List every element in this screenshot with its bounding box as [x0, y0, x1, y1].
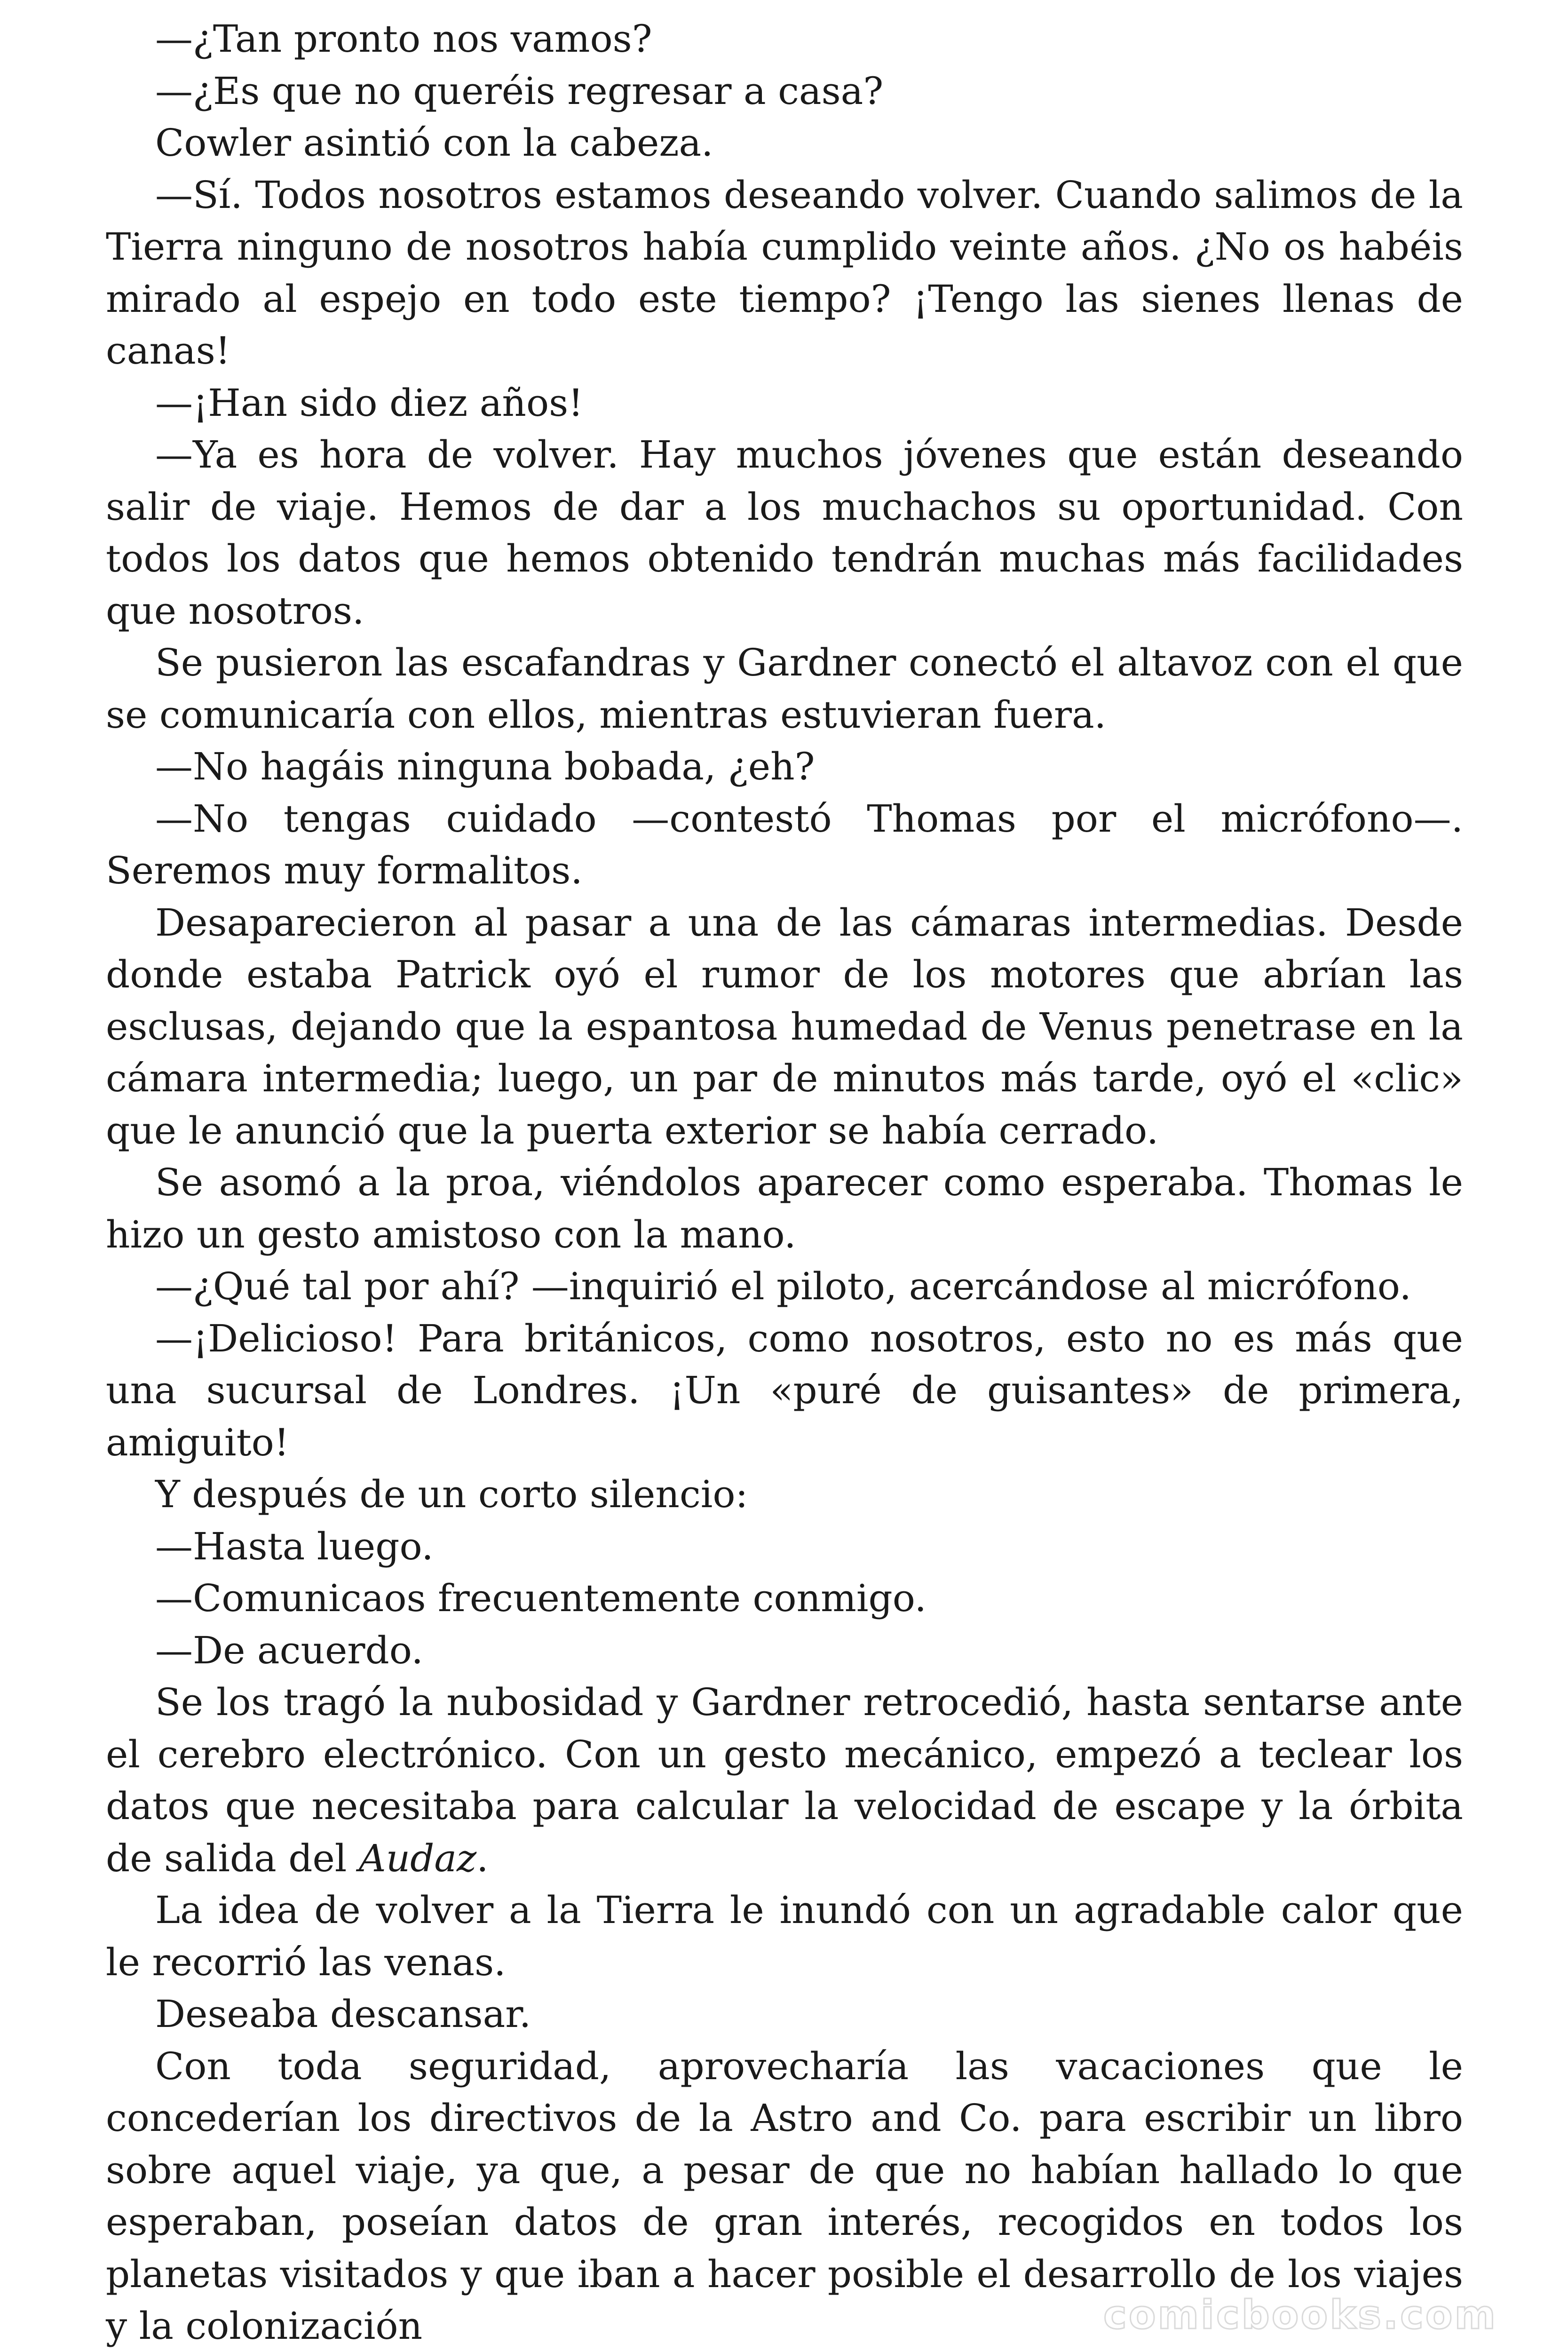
paragraph-text: —Comunicaos frecuentemente conmigo. [155, 1576, 927, 1620]
body-text [106, 13, 1463, 2352]
paragraph-text: Cowler asintió con la cabeza. [155, 121, 713, 165]
paragraph-text: Desaparecieron al pasar a una de las cámaras intermedias. Desde donde estaba Patrick oyó el rumor de los motores que abrían las esclusas, dejando que la espantosa humedad de Venus penetrase en la cámara intermedia; luego, un par de minutos más tarde, oyó el «clic» que le anunció que la puerta exterior se había cerrado. [106, 900, 1463, 1152]
paragraph-text: —Ya es hora de volver. Hay muchos jóvenes que están deseando salir de viaje. Hemos de dar a los muchachos su oportunidad. Con todos los datos que hemos obtenido tendrán muchas más facilidades que nosotros. [106, 433, 1463, 633]
paragraph [106, 377, 1463, 429]
watermark: comicbooks.com [1103, 2292, 1497, 2338]
paragraph [106, 1573, 1463, 1625]
paragraph [106, 429, 1463, 637]
paragraph [106, 13, 1463, 65]
paragraph-text: —No tengas cuidado —contestó Thomas por el micrófono—. Seremos muy formalitos. [106, 796, 1463, 892]
paragraph [106, 793, 1463, 897]
paragraph [106, 1988, 1463, 2041]
paragraph-text: La idea de volver a la Tierra le inundó con un agradable calor que le recorrió las venas. [106, 1888, 1463, 1984]
paragraph-text: —¡Han sido diez años! [155, 381, 584, 425]
paragraph [106, 897, 1463, 1157]
paragraph [106, 1625, 1463, 1677]
paragraph-text: . [476, 1836, 489, 1880]
paragraph-text: —No hagáis ninguna bobada, ¿eh? [155, 745, 815, 788]
paragraph-text: Y después de un corto silencio: [155, 1472, 748, 1516]
paragraph-text: —De acuerdo. [155, 1628, 423, 1672]
paragraph-text: —Hasta luego. [155, 1524, 434, 1568]
paragraph [106, 1469, 1463, 1521]
paragraph-text: Se los tragó la nubosidad y Gardner retrocedió, hasta sentarse ante el cerebro electrónico. Con un gesto mecánico, empezó a teclear los datos que necesitaba para calcular la velocidad de escape y la órbita de salida del [106, 1680, 1463, 1880]
paragraph [106, 169, 1463, 377]
paragraph-text: Deseaba descansar. [155, 1992, 531, 2036]
paragraph [106, 65, 1463, 118]
paragraph [106, 1157, 1463, 1261]
paragraph-text: —¿Es que no queréis regresar a casa? [155, 69, 884, 113]
paragraph [106, 1884, 1463, 1988]
paragraph [106, 1677, 1463, 1884]
paragraph-text: —¿Tan pronto nos vamos? [155, 17, 652, 61]
paragraph-text: Se pusieron las escafandras y Gardner conectó el altavoz con el que se comunicaría con ellos, mientras estuvieran fuera. [106, 641, 1463, 737]
paragraph-text: Con toda seguridad, aprovecharía las vacaciones que le concederían los directivos de la Astro and Co. para escribir un libro sobre aquel viaje, ya que, a pesar de que no habían hallado lo que esperaban, poseían datos de gran interés, recogidos en todos los planetas visitados y que iban a hacer posible el desarrollo de los viajes y la colonización [106, 2044, 1463, 2348]
paragraph-text: —¡Delicioso! Para británicos, como nosotros, esto no es más que una sucursal de Londres. ¡Un «puré de guisantes» de primera, amiguito! [106, 1316, 1463, 1464]
paragraph [106, 1521, 1463, 1573]
paragraph-text: —¿Qué tal por ahí? —inquirió el piloto, acercándose al micrófono. [155, 1264, 1411, 1308]
paragraph-text: Se asomó a la proa, viéndolos aparecer como esperaba. Thomas le hizo un gesto amistoso con la mano. [106, 1160, 1463, 1256]
paragraph [106, 117, 1463, 169]
paragraph-text: —Sí. Todos nosotros estamos deseando volver. Cuando salimos de la Tierra ninguno de nosotros había cumplido veinte años. ¿No os habéis mirado al espejo en todo este tiempo? ¡Tengo las sienes llenas de canas! [106, 173, 1463, 373]
paragraph [106, 1261, 1463, 1313]
paragraph [106, 637, 1463, 741]
paragraph [106, 741, 1463, 793]
italic-text: Audaz [358, 1836, 477, 1880]
paragraph [106, 1313, 1463, 1469]
